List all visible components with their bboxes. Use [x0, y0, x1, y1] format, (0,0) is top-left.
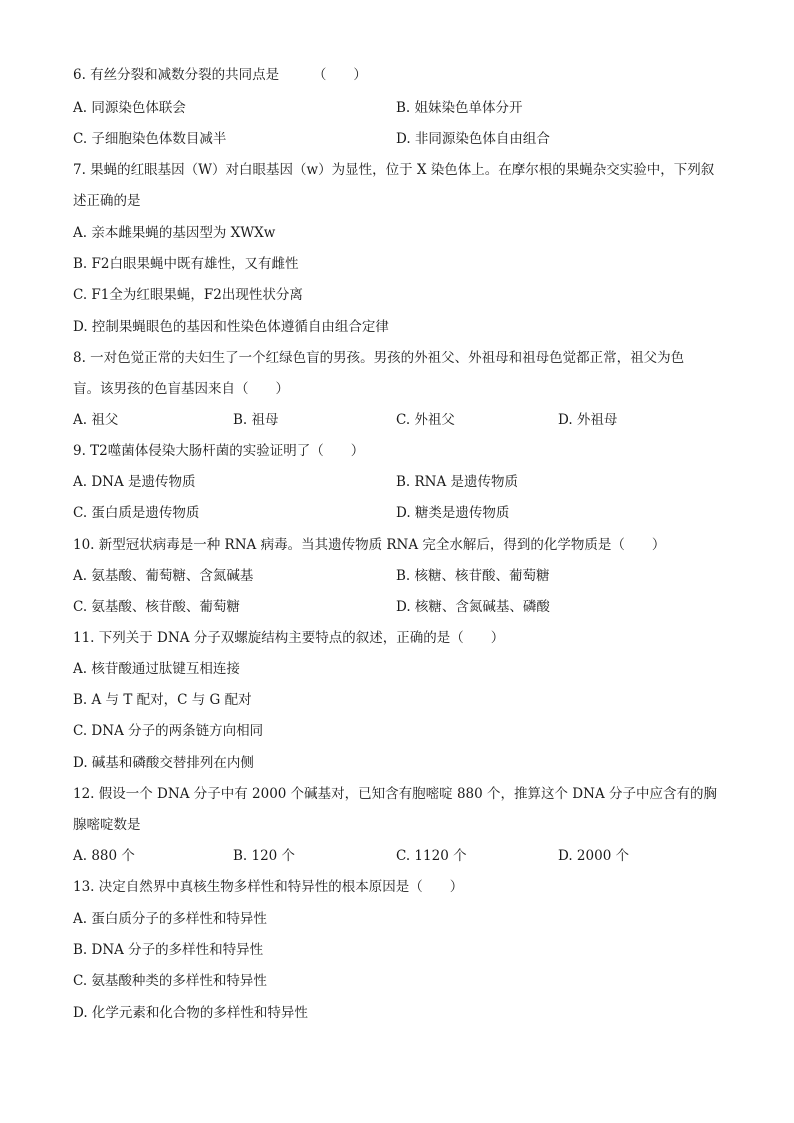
question-9-stem: 9. T2噬菌体侵染大肠杆菌的实验证明了（ ）	[73, 443, 365, 459]
question-13-option-d: D. 化学元素和化合物的多样性和特异性	[73, 1005, 308, 1021]
question-12-stem-line-2: 腺嘧啶数是	[73, 817, 141, 833]
question-6-option-a: A. 同源染色体联会	[73, 100, 186, 116]
question-7-option-d: D. 控制果蝇眼色的基因和性染色体遵循自由组合定律	[73, 319, 389, 335]
question-9-option-c: C. 蛋白质是遗传物质	[73, 505, 200, 521]
question-11-option-a: A. 核苷酸通过肽键互相连接	[73, 661, 240, 677]
question-12-option-c: C. 1120 个	[396, 848, 467, 864]
question-8-option-d: D. 外祖母	[558, 412, 618, 428]
question-12-option-d: D. 2000 个	[558, 848, 630, 864]
question-7-option-b: B. F2白眼果蝇中既有雄性，又有雌性	[73, 256, 299, 272]
question-7-stem-line-2: 述正确的是	[73, 193, 141, 209]
question-11-option-c: C. DNA 分子的两条链方向相同	[73, 723, 264, 739]
question-12-stem-line-1: 12. 假设一个 DNA 分子中有 2000 个碱基对，已知含有胞嘧啶 880 个，推算这个 DNA 分子中应含有的胸	[73, 786, 717, 802]
question-8-option-b: B. 祖母	[233, 412, 279, 428]
question-11-option-b: B. A 与 T 配对，C 与 G 配对	[73, 692, 252, 708]
question-13-stem: 13. 决定自然界中真核生物多样性和特异性的根本原因是（ ）	[73, 879, 464, 895]
question-6-option-c: C. 子细胞染色体数目减半	[73, 131, 227, 147]
question-13-option-a: A. 蛋白质分子的多样性和特异性	[73, 911, 267, 927]
question-13-option-c: C. 氨基酸种类的多样性和特异性	[73, 973, 267, 989]
question-8-stem-line-1: 8. 一对色觉正常的夫妇生了一个红绿色盲的男孩。男孩的外祖父、外祖母和祖母色觉都正常，祖父为色	[73, 350, 685, 366]
question-7-option-c: C. F1全为红眼果蝇，F2出现性状分离	[73, 287, 303, 303]
question-6-option-b: B. 姐妹染色单体分开	[396, 100, 523, 116]
question-9-option-d: D. 糖类是遗传物质	[396, 505, 510, 521]
question-10-option-d: D. 核糖、含氮碱基、磷酸	[396, 599, 550, 615]
question-9-option-b: B. RNA 是遗传物质	[396, 474, 519, 490]
question-13-option-b: B. DNA 分子的多样性和特异性	[73, 942, 264, 958]
question-6-stem: 6. 有丝分裂和减数分裂的共同点是 （ ）	[73, 67, 367, 83]
question-12-option-b: B. 120 个	[233, 848, 296, 864]
question-8-option-a: A. 祖父	[73, 412, 119, 428]
question-8-option-c: C. 外祖父	[396, 412, 455, 428]
question-7-option-a: A. 亲本雌果蝇的基因型为 XWXw	[73, 225, 276, 241]
question-12-option-a: A. 880 个	[73, 848, 135, 864]
question-11-option-d: D. 碱基和磷酸交替排列在内侧	[73, 755, 254, 771]
question-11-stem: 11. 下列关于 DNA 分子双螺旋结构主要特点的叙述，正确的是（ ）	[73, 630, 505, 646]
question-7-stem-line-1: 7. 果蝇的红眼基因（W）对白眼基因（w）为显性，位于 X 染色体上。在摩尔根的果蝇杂交实验中，下列叙	[73, 162, 715, 178]
question-6-option-d: D. 非同源染色体自由组合	[396, 131, 550, 147]
question-10-option-a: A. 氨基酸、葡萄糖、含氮碱基	[73, 568, 254, 584]
question-9-option-a: A. DNA 是遗传物质	[73, 474, 196, 490]
question-8-stem-line-2: 盲。该男孩的色盲基因来自（ ）	[73, 381, 289, 397]
question-10-option-c: C. 氨基酸、核苷酸、葡萄糖	[73, 599, 240, 615]
question-10-stem: 10. 新型冠状病毒是一种 RNA 病毒。当其遗传物质 RNA 完全水解后，得到的化学物质是（ ）	[73, 537, 666, 553]
question-10-option-b: B. 核糖、核苷酸、葡萄糖	[396, 568, 550, 584]
